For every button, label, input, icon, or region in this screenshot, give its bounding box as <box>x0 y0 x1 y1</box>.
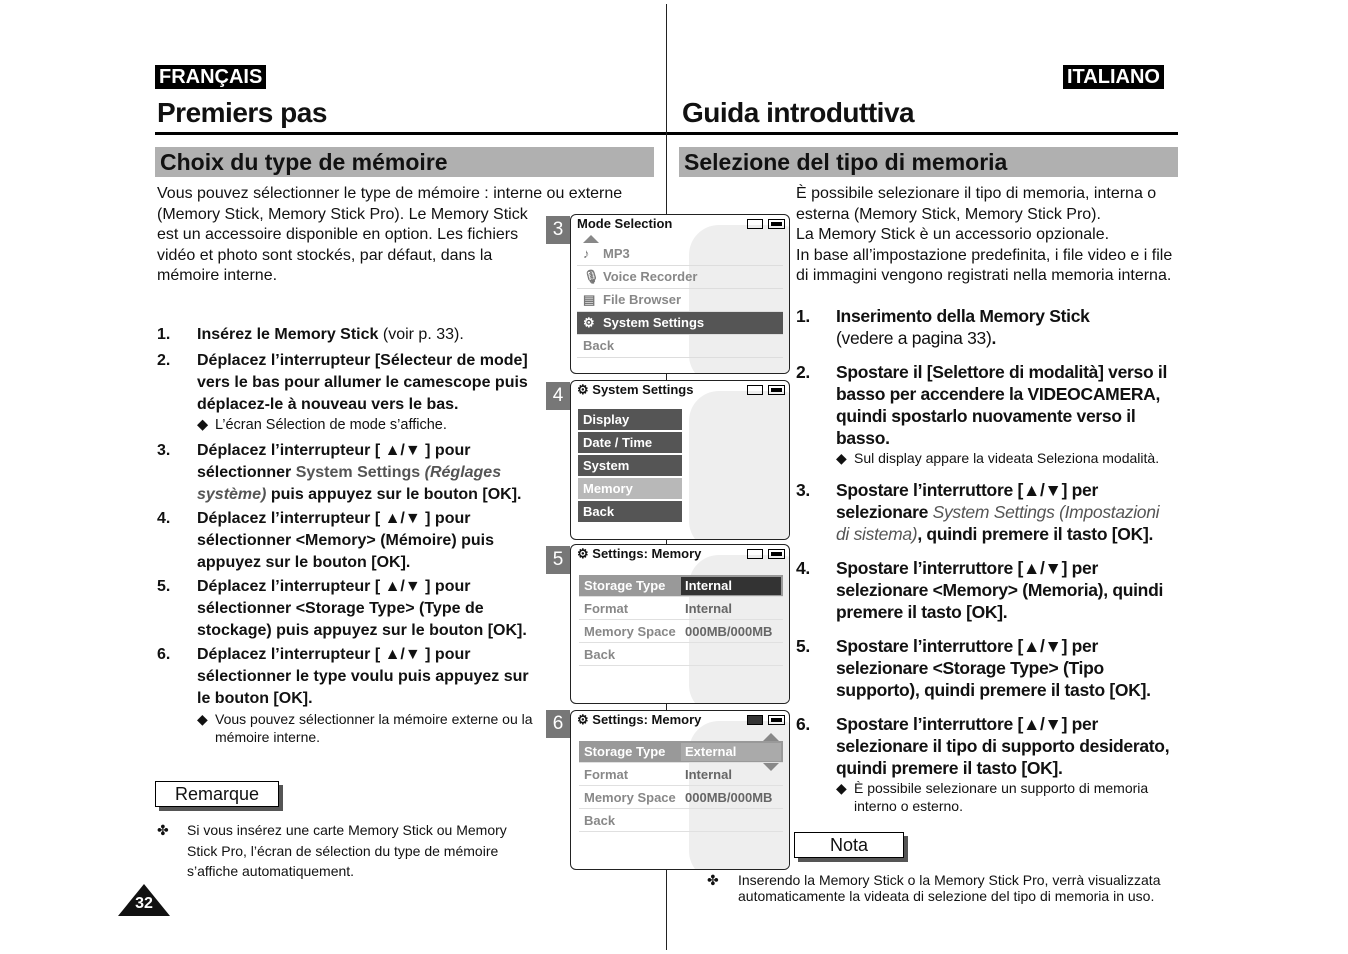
intro-line: Vous pouvez sélectionner le type de mémoire : interne ou externe <box>157 185 623 202</box>
settings-rows <box>571 741 789 832</box>
step-sub-bullet <box>836 779 1176 815</box>
memory-card-icon <box>747 385 763 395</box>
step-number: 5. <box>796 636 810 656</box>
step-2 <box>157 350 535 434</box>
menu-item-back[interactable] <box>577 335 783 358</box>
page-number: 32 <box>135 895 153 912</box>
settings-rows <box>571 575 789 666</box>
battery-icon <box>768 549 785 559</box>
intro-line: mémoire interne. <box>157 267 278 284</box>
note-body: Inserendo la Memory Stick o la Memory Stick Pro, verrà visualizzata automaticamente la videata di selezione del tipo di memoria in uso. <box>738 872 1161 904</box>
row-back[interactable] <box>579 810 783 832</box>
step-6 <box>157 644 535 746</box>
page-title-it: Guida introduttiva <box>682 97 915 128</box>
cross-bullet-icon: ✤ <box>157 822 169 838</box>
step-text: Spostare l’interruttore [▲/▼] per selezionare <Memory> (Memoria), quindi premere il tasto [OK]. <box>836 558 1164 622</box>
menu-item-display[interactable]: Display <box>578 409 682 430</box>
step-number: 4. <box>157 510 171 527</box>
step-text: Spostare l’interruttore [▲/▼] per selezionare il tipo di supporto desiderato, quindi premere il tasto [OK]. <box>836 714 1170 778</box>
settings-icon: ⚙ <box>577 382 593 397</box>
note-text-it <box>707 872 1177 904</box>
step-5 <box>157 576 535 642</box>
row-key: Format <box>584 767 629 782</box>
step-2 <box>796 361 1176 467</box>
intro-line: est un accessoire disponible en option. Les fichiers <box>157 226 519 243</box>
row-key: Memory Space <box>584 790 676 805</box>
step-text: Insérez le Memory Stick <box>197 326 379 343</box>
memory-card-icon <box>747 219 763 229</box>
step-text: Inserimento della Memory Stick <box>836 306 1090 326</box>
steps-list-fr <box>157 324 535 746</box>
screen-title: Settings: Memory <box>592 712 702 727</box>
screen-title: System Settings <box>592 382 694 397</box>
intro-line: È possibile selezionare il tipo di memoria, interna o <box>796 185 1157 202</box>
intro-text-it <box>796 184 1178 287</box>
menu-item-voice-recorder[interactable] <box>577 266 783 289</box>
step-text: Spostare l’interruttore [▲/▼] per selezionare <Storage Type> (Tipo supporto), quindi premere il tasto [OK]. <box>836 636 1151 700</box>
step-6 <box>796 713 1176 815</box>
watermark <box>689 391 790 540</box>
screen-title: Mode Selection <box>577 216 673 231</box>
step-text: Déplacez l’interrupteur [ ▲/▼ ] pour sélectionner <Memory> (Mémoire) puis appuyez sur le bouton [OK]. <box>197 510 494 571</box>
steps-list-it <box>796 305 1176 815</box>
step-text: Spostare il [Selettore di modalità] verso il basso per accendere la VIDEOCAMERA, quindi spostarlo nuovamente verso il basso. <box>836 362 1168 448</box>
step-sub-bullet <box>836 449 1176 467</box>
step-number: 1. <box>157 326 171 343</box>
row-key: Back <box>584 647 616 662</box>
language-tag-fr: FRANÇAIS <box>155 65 266 89</box>
intro-line: di immagini vengono registrati nella memoria interna. <box>796 267 1172 284</box>
row-key: Format <box>584 601 629 616</box>
step-sub-bullet <box>197 416 535 434</box>
note-label-it: Nota <box>794 832 904 858</box>
row-key: Back <box>584 813 616 828</box>
sub-text: È possibile selezionare un supporto di memoria interno o esterno. <box>854 780 1149 814</box>
row-value: Internal <box>685 767 732 782</box>
sub-text: Sul display appare la videata Seleziona modalità. <box>854 450 1160 466</box>
diamond-icon: ◆ <box>836 780 847 796</box>
step-number: 6. <box>796 714 810 734</box>
battery-icon <box>768 385 785 395</box>
note-body: Si vous insérez une carte Memory Stick ou Memory Stick Pro, l’écran de sélection du type de mémoire s’affiche automatiquement. <box>187 822 507 879</box>
music-note-icon: ♪ <box>583 246 590 261</box>
scroll-up-icon <box>763 733 779 741</box>
title-rule-fr <box>155 132 666 135</box>
step-text-end: , quindi premere il tasto [OK]. <box>917 524 1154 544</box>
step-3 <box>157 440 535 506</box>
battery-icon <box>768 219 785 229</box>
sub-text: Vous pouvez sélectionner la mémoire externe ou la mémoire interne. <box>215 711 533 745</box>
row-value: Internal <box>681 577 781 595</box>
step-number: 2. <box>157 352 171 369</box>
menu-label: MP3 <box>603 246 630 261</box>
step-ref: (voir p. 33). <box>378 326 464 343</box>
row-value: Internal <box>685 601 732 616</box>
screen-number-4: 4 <box>546 382 570 410</box>
screen-number-5: 5 <box>546 546 570 574</box>
menu-item-file-browser[interactable] <box>577 289 783 312</box>
step-4 <box>796 557 1176 623</box>
step-ref: (vedere a pagina 33) <box>836 328 992 348</box>
step-text: Déplacez l’interrupteur [ ▲/▼ ] pour sélectionner <box>197 442 471 481</box>
menu-item-date-time[interactable]: Date / Time <box>578 432 682 453</box>
menu-term: System Settings (Impostazioni di sistema) <box>836 502 1160 544</box>
menu-item-mp3[interactable] <box>577 243 783 266</box>
row-storage-type[interactable] <box>579 575 783 597</box>
step-number: 4. <box>796 558 810 578</box>
row-key: Memory Space <box>584 624 676 639</box>
sub-text: L’écran Sélection de mode s’affiche. <box>215 417 447 433</box>
step-number: 3. <box>157 442 171 459</box>
step-text: Déplacez l’interrupteur [ ▲/▼ ] pour sélectionner <Storage Type> (Type de stockage) puis appuyez sur le bouton [OK]. <box>197 578 527 639</box>
diamond-icon: ◆ <box>836 450 847 466</box>
step-number: 5. <box>157 578 171 595</box>
settings-icon: ⚙ <box>583 315 595 330</box>
language-tag-it: ITALIANO <box>1063 65 1164 89</box>
menu-item-system[interactable]: System <box>578 455 682 476</box>
step-text: Déplacez l’interrupteur [Sélecteur de mode] vers le bas pour allumer le camescope puis déplacez-le à nouveau vers le bas. <box>197 352 528 413</box>
screen-title: Settings: Memory <box>592 546 702 561</box>
screen-settings-memory-external <box>570 710 790 870</box>
step-number: 2. <box>796 362 810 382</box>
settings-icon: ⚙ <box>577 546 593 561</box>
step-1 <box>157 324 535 346</box>
row-format[interactable] <box>579 764 783 786</box>
screen-header <box>571 215 789 235</box>
menu-label: Voice Recorder <box>603 269 698 284</box>
menu-term: System Settings <box>295 464 421 481</box>
step-end: . <box>991 328 997 348</box>
screen-settings-memory-internal <box>570 544 790 704</box>
title-rule-it <box>667 132 1178 135</box>
microphone-icon: 🎙 <box>583 269 600 284</box>
step-number: 3. <box>796 480 810 500</box>
memory-stick-icon <box>747 715 763 725</box>
diamond-icon: ◆ <box>197 417 209 433</box>
intro-line: La Memory Stick è un accessorio opzionale. <box>796 226 1110 243</box>
menu-label: File Browser <box>603 292 682 307</box>
menu-item-system-settings[interactable] <box>577 312 783 335</box>
note-label-fr: Remarque <box>155 781 279 807</box>
settings-icon: ⚙ <box>577 712 593 727</box>
step-5 <box>796 635 1176 701</box>
screen-header <box>571 381 789 401</box>
step-3 <box>796 479 1176 545</box>
menu-term-translation: (Réglages système) <box>197 464 502 503</box>
scroll-up-icon <box>583 235 599 243</box>
step-text-end: puis appuyez sur le bouton [OK]. <box>266 486 522 503</box>
step-sub-bullet <box>197 710 535 746</box>
step-number: 1. <box>796 306 810 326</box>
step-4 <box>157 508 535 574</box>
memory-card-icon <box>747 549 763 559</box>
row-value: 000MB/000MB <box>685 790 773 805</box>
menu-item-back[interactable]: Back <box>578 501 682 522</box>
menu-label: System Settings <box>603 315 705 330</box>
step-text: Déplacez l’interrupteur [ ▲/▼ ] pour sélectionner le type voulu puis appuyez sur le bouton [OK]. <box>197 646 529 707</box>
section-heading-it: Selezione del tipo di memoria <box>679 147 1178 177</box>
intro-line: In base all’impostazione predefinita, i file video e i file <box>796 246 1173 264</box>
screen-system-settings <box>570 380 790 540</box>
row-key: Storage Type <box>584 578 666 593</box>
file-icon: ▤ <box>583 292 596 307</box>
cross-bullet-icon: ✤ <box>707 872 719 888</box>
page-title-fr: Premiers pas <box>157 97 327 128</box>
screen-number-6: 6 <box>546 710 570 738</box>
menu-label: Back <box>583 338 615 353</box>
screen-header <box>571 545 789 565</box>
row-memory-space[interactable] <box>579 787 783 809</box>
intro-line: esterna (Memory Stick, Memory Stick Pro). <box>796 205 1101 223</box>
row-format[interactable] <box>579 598 783 620</box>
section-heading-fr: Choix du type de mémoire <box>155 147 654 177</box>
row-back[interactable] <box>579 644 783 666</box>
note-text-fr <box>157 820 517 882</box>
screen-mode-selection <box>570 214 790 374</box>
diamond-icon: ◆ <box>197 711 208 727</box>
screen-number-3: 3 <box>546 216 570 244</box>
row-value: 000MB/000MB <box>685 624 773 639</box>
menu-item-memory[interactable]: Memory <box>578 478 682 499</box>
step-number: 6. <box>157 646 171 663</box>
intro-line: vidéo et photo sont stockés, par défaut, dans la <box>157 246 493 264</box>
step-text: Spostare l’interruttore [▲/▼] per selezionare <box>836 480 1098 522</box>
screen-header <box>571 711 789 731</box>
battery-icon <box>768 715 785 725</box>
step-1 <box>796 305 1176 349</box>
row-value: External <box>681 743 781 761</box>
intro-line: (Memory Stick, Memory Stick Pro). Le Memory Stick <box>157 205 528 223</box>
row-key: Storage Type <box>584 744 666 759</box>
row-memory-space[interactable] <box>579 621 783 643</box>
row-storage-type[interactable] <box>579 741 783 763</box>
